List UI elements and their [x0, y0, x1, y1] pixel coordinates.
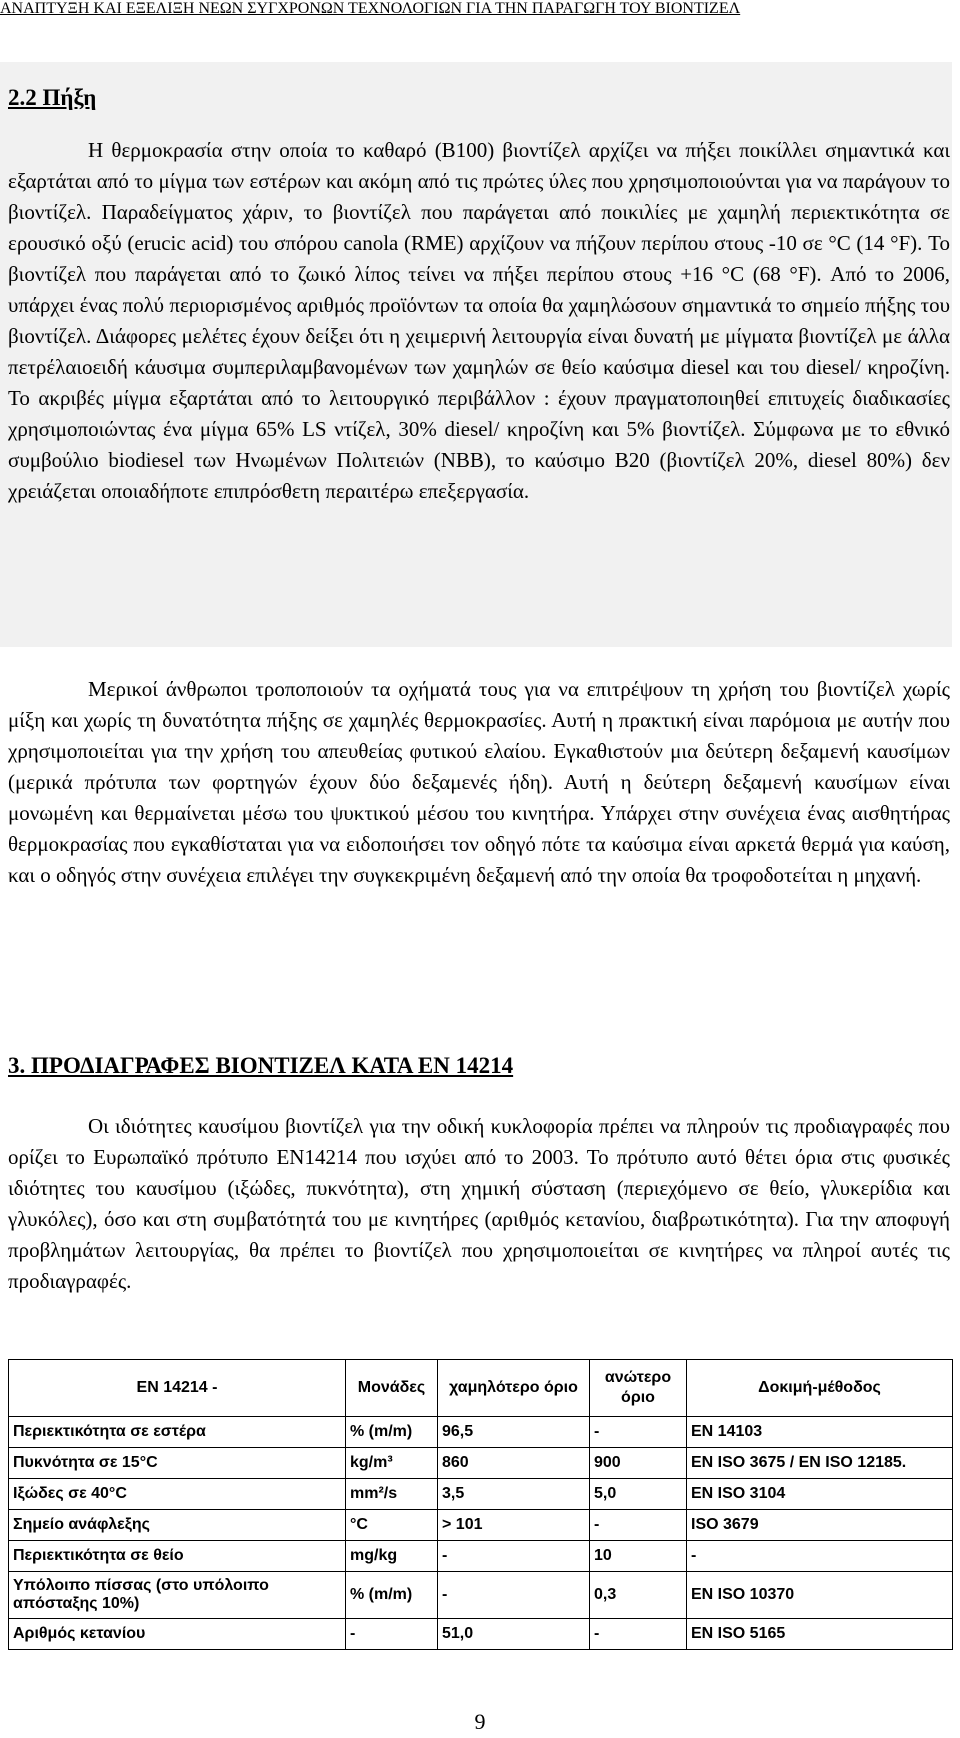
table-cell: Αριθμός κετανίου — [9, 1619, 346, 1650]
section-heading-2-2: 2.2 Πήξη — [8, 85, 97, 110]
table-cell: kg/m³ — [346, 1448, 438, 1479]
table-header-row — [9, 1360, 953, 1417]
table-header-cell: Δοκιμή-μέθοδος — [687, 1360, 953, 1417]
table-header-cell: Μονάδες — [346, 1360, 438, 1417]
running-header: ΑΝΑΠΤΥΞΗ ΚΑΙ ΕΞΕΛΙΞΗ ΝΕΩΝ ΣΥΓΧΡΟΝΩΝ ΤΕΧΝΟΛΟΓΙΩΝ ΓΙΑ ΤΗΝ ΠΑΡΑΓΩΓΗ ΤΟΥ ΒΙΟΝΤΙΖΕΛ — [0, 0, 741, 17]
table-cell: - — [346, 1619, 438, 1650]
table-cell: 96,5 — [438, 1417, 590, 1448]
table-cell: Περιεκτικότητα σε εστέρα — [9, 1417, 346, 1448]
paragraph-specifications: Οι ιδιότητες καυσίμου βιοντίζελ για την οδική κυκλοφορία πρέπει να πληρούν τις προδιαγραφές που ορίζει το Ευρωπαϊκό πρότυπο ΕΝ14214 που ισχύει από το 2003. Το πρότυπο αυτό θέτει όρια στις φυσικές ιδιότητες του καυσίμου (ιξώδες, πυκνότητα), στη χημική σύσταση (περιεχόμενο σε θείο, γλυκερίδια και γλυκόλες), όσο και στη συμβατότητά του με κινητήρες (αριθμός κετανίου, διαβρωτικότητα). Για την αποφυγή προβλημάτων λειτουργίας, θα πρέπει το βιοντίζελ που χρησιμοποιείται σε κινητήρες να πληροί αυτές τις προδιαγραφές. — [8, 1114, 950, 1293]
table-row — [9, 1479, 953, 1510]
table-cell: Περιεκτικότητα σε θείο — [9, 1541, 346, 1572]
table-cell: - — [438, 1541, 590, 1572]
table-cell: Σημείο ανάφλεξης — [9, 1510, 346, 1541]
spec-table — [8, 1359, 953, 1650]
table-cell: - — [590, 1510, 687, 1541]
table-row — [9, 1572, 953, 1619]
table-cell: 51,0 — [438, 1619, 590, 1650]
table-cell: > 101 — [438, 1510, 590, 1541]
table-cell: EN ISO 3104 — [687, 1479, 953, 1510]
paragraph-freezing-1: Η θερμοκρασία στην οποία το καθαρό (Β100) βιοντίζελ αρχίζει να πήξει ποικίλλει σημαντικά και εξαρτάται από το μίγμα των εστέρων και ακόμη από τις πρώτες ύλες που χρησιμοποιούνται για να παράγουν το βιοντίζελ. Παραδείγματος χάριν, το βιοντίζελ που παράγεται από ποικιλίες με χαμηλή περιεκτικότητα σε ερουσικό οξύ (erucic acid) του σπόρου canola (RME) αρχίζουν να πήζουν περίπου στους -10 σε °C (14 °F). Το βιοντίζελ που παράγεται από το ζωικό λίπος τείνει να πήξει περίπου στους +16 °C (68 °F). Από το 2006, υπάρχει ένας πολύ περιορισμένος αριθμός προϊόντων τα οποία θα χαμηλώσουν σημαντικά το σημείο πήξης του βιοντίζελ. Διάφορες μελέτες έχουν δείξει ότι η χειμερινή λειτουργία είναι δυνατή με μίγματα βιοντίζελ με άλλα πετρέλαιοειδή κάυσιμα συμπεριλαμβανομένων των χαμηλών σε θείο καύσιμα diesel και του diesel/ κηροζίνη. Το ακριβές μίγμα εξαρτάται από το λειτουργικό περιβάλλον : έχουν πραγματοποιηθεί επιτυχείς διαδικασίες χρησιμοποιώντας ένα μίγμα 65% LS ντίζελ, 30% diesel/ κηροζίνη και 5% βιοντίζελ. Σύμφωνα με το εθνικό συμβούλιο biodiesel των Ηνωμένων Πολιτειών (NBB), το καύσιμο Β20 (βιοντίζελ 20%, diesel 80%) δεν χρειάζεται οποιαδήποτε επιπρόσθετη περαιτέρω επεξεργασία. — [8, 138, 950, 503]
table-row — [9, 1541, 953, 1572]
table-cell: °C — [346, 1510, 438, 1541]
table-cell: ISO 3679 — [687, 1510, 953, 1541]
table-header-cell: EN 14214 - — [9, 1360, 346, 1417]
page-number: 9 — [474, 1709, 486, 1734]
table-cell: EN 14103 — [687, 1417, 953, 1448]
table-cell: 5,0 — [590, 1479, 687, 1510]
section-heading-3: 3. ΠΡΟΔΙΑΓΡΑΦΕΣ ΒΙΟΝΤΙΖΕΛ ΚΑΤΑ ΕΝ 14214 — [8, 1053, 514, 1078]
table-cell: % (m/m) — [346, 1417, 438, 1448]
table-cell: mm²/s — [346, 1479, 438, 1510]
table-cell: 10 — [590, 1541, 687, 1572]
table-cell: - — [438, 1572, 590, 1619]
table-cell: Πυκνότητα σε 15°C — [9, 1448, 346, 1479]
table-cell: EN ISO 10370 — [687, 1572, 953, 1619]
table-cell: - — [590, 1417, 687, 1448]
table-header-cell: ανώτερο όριο — [590, 1360, 687, 1417]
table-header-cell: χαμηλότερο όριο — [438, 1360, 590, 1417]
paragraph-freezing-2: Μερικοί άνθρωποι τροποποιούν τα οχήματά τους για να επιτρέψουν τη χρήση του βιοντίζελ χωρίς μίξη και χωρίς τη δυνατότητα πήξης σε χαμηλές θερμοκρασίες. Αυτή η πρακτική είναι παρόμοια με αυτήν που χρησιμοποιείται για την χρήση του απευθείας φυτικού ελαίου. Εγκαθιστούν μια δεύτερη δεξαμενή καυσίμων (μερικά πρότυπα των φορτηγών έχουν δύο δεξαμενές ήδη). Αυτή η δεύτερη δεξαμενή καυσίμων είναι μονωμένη και θερμαίνεται μέσω του ψυκτικού μέσου του κινητήρα. Υπάρχει στην συνέχεια ένας αισθητήρας θερμοκρασίας που εγκαθίσταται για να ειδοποιήσει τον οδηγό πότε τα καύσιμα είναι αρκετά θερμά για καύση, και ο οδηγός στην συνέχεια επιλέγει την συγκεκριμένη δεξαμενή από την οποία θα τροφοδοτείται η μηχανή. — [8, 677, 950, 887]
table-row — [9, 1448, 953, 1479]
table-cell: Ιξώδες σε 40°C — [9, 1479, 346, 1510]
table-cell: - — [590, 1619, 687, 1650]
table-row — [9, 1417, 953, 1448]
table-cell: 900 — [590, 1448, 687, 1479]
table-row — [9, 1510, 953, 1541]
table-cell: EN ISO 5165 — [687, 1619, 953, 1650]
table-cell: % (m/m) — [346, 1572, 438, 1619]
table-cell: - — [687, 1541, 953, 1572]
table-cell: 0,3 — [590, 1572, 687, 1619]
table-cell: Υπόλοιπο πίσσας (στο υπόλοιπο απόσταξης 10%) — [9, 1572, 346, 1619]
table-cell: 3,5 — [438, 1479, 590, 1510]
table-cell: mg/kg — [346, 1541, 438, 1572]
table-row — [9, 1619, 953, 1650]
table-cell: 860 — [438, 1448, 590, 1479]
table-cell: EN ISO 3675 / EN ISO 12185. — [687, 1448, 953, 1479]
